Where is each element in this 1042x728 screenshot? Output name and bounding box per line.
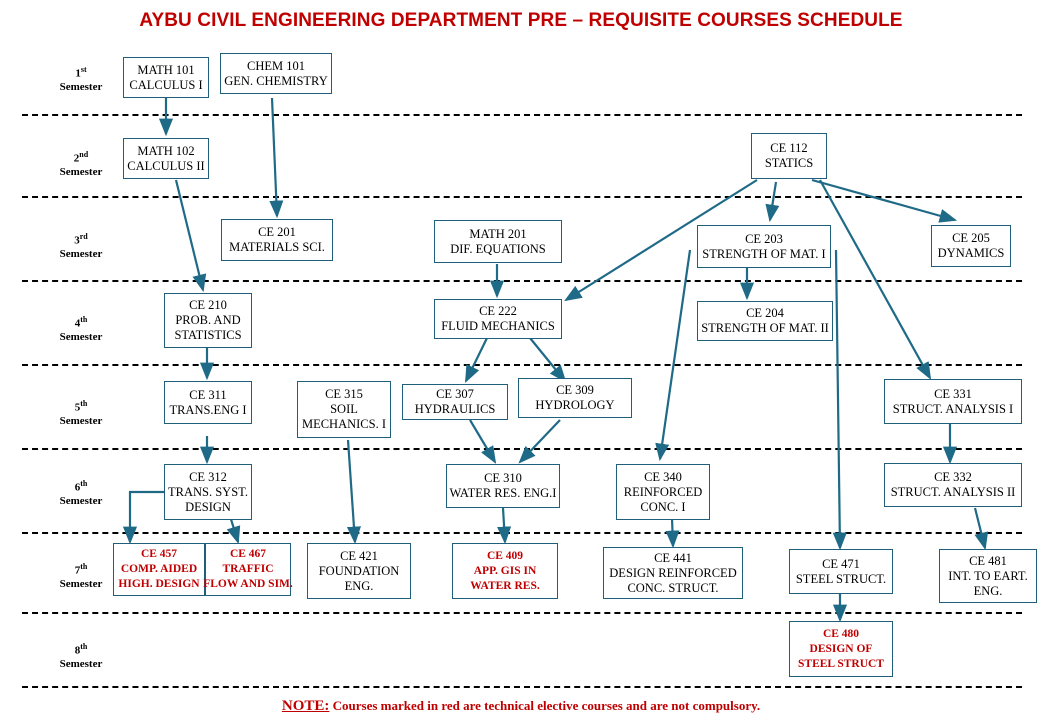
semester-ordinal: 4: [74, 317, 81, 330]
course-line: CE 309: [556, 383, 594, 397]
divider-4: [22, 364, 1022, 366]
semester-word: Semester: [59, 80, 103, 93]
course-line: DESIGN: [185, 499, 231, 514]
course-line: MATH 101: [137, 62, 195, 77]
semester-word: Semester: [59, 247, 103, 260]
semester-label-8: [50, 640, 112, 671]
course-line: CALCULUS II: [127, 158, 205, 173]
course-box-chem-101[interactable]: [220, 53, 332, 94]
course-line: MATH 102: [137, 143, 195, 158]
note-keyword: NOTE:: [281, 698, 330, 714]
course-line: CE 331: [934, 386, 972, 401]
course-box-math-101[interactable]: [123, 57, 209, 98]
course-line: CE 112: [770, 141, 808, 155]
divider-6: [22, 532, 1022, 534]
semester-label-4: [50, 313, 112, 344]
course-box-ce-307[interactable]: [402, 384, 508, 420]
course-line: FLUID MECHANICS: [441, 319, 555, 333]
course-line: DIF. EQUATIONS: [450, 241, 546, 256]
semester-ordinal: 3: [74, 234, 80, 247]
semester-suffix: rd: [79, 232, 88, 241]
course-box-ce-332[interactable]: [884, 463, 1022, 507]
course-line: DESIGN REINFORCED: [609, 565, 737, 580]
course-box-ce-457[interactable]: [113, 543, 205, 596]
semester-suffix: th: [80, 562, 88, 571]
course-box-ce-471[interactable]: [789, 549, 893, 594]
course-line: CE 222: [479, 304, 517, 318]
divider-5: [22, 448, 1022, 450]
course-box-ce-112[interactable]: [751, 133, 827, 179]
course-line: PROB. AND: [175, 313, 241, 327]
course-line: GEN. CHEMISTRY: [224, 73, 328, 88]
course-line: CE 332: [934, 470, 972, 484]
footer-note: [0, 698, 1042, 715]
semester-word: Semester: [59, 414, 103, 427]
course-line: CONC. STRUCT.: [627, 580, 719, 595]
course-line: WATER RES. ENG.I: [449, 486, 557, 500]
divider-8: [22, 686, 1022, 688]
course-line: INT. TO EART.: [948, 568, 1028, 583]
course-box-ce-340[interactable]: [616, 464, 710, 520]
course-box-ce-210[interactable]: [164, 293, 252, 348]
course-line: CE 210: [189, 298, 227, 312]
course-line: CE 312: [189, 469, 227, 484]
course-line: CE 310: [484, 471, 522, 485]
semester-suffix: th: [80, 642, 88, 651]
course-line: TRANS. SYST.: [168, 484, 248, 499]
semester-suffix: st: [80, 65, 87, 74]
course-line: CE 480: [822, 627, 860, 640]
semester-word: Semester: [59, 577, 103, 590]
course-line: MATERIALS SCI.: [229, 240, 325, 254]
semester-ordinal: 1: [75, 67, 81, 80]
semester-label-5: [50, 397, 112, 428]
semester-label-2: [50, 148, 112, 179]
course-line: CE 441: [654, 550, 692, 565]
course-box-ce-467[interactable]: [205, 543, 291, 596]
course-box-ce-309[interactable]: [518, 378, 632, 418]
course-box-ce-409[interactable]: [452, 543, 558, 599]
semester-label-6: [50, 477, 112, 508]
course-line: COMP. AIDED: [120, 563, 198, 575]
course-line: HIGH. DESIGN: [118, 578, 200, 590]
course-line: HYDRAULICS: [414, 402, 496, 416]
course-line: MATH 201: [469, 226, 527, 241]
semester-suffix: th: [80, 399, 88, 408]
course-line: ENG.: [973, 583, 1003, 598]
course-line: STRUCT. ANALYSIS II: [890, 485, 1016, 499]
course-line: CALCULUS I: [129, 77, 203, 92]
course-line: FOUNDATION: [318, 563, 400, 578]
course-line: STATISTICS: [174, 328, 242, 342]
course-line: CE 467: [229, 548, 267, 560]
course-box-ce-481[interactable]: [939, 549, 1037, 603]
semester-word: Semester: [59, 657, 103, 670]
course-box-ce-441[interactable]: [603, 547, 743, 599]
course-line: CE 457: [140, 548, 178, 560]
course-line: FLOW AND SIM.: [203, 578, 293, 590]
semester-ordinal: 7: [74, 564, 81, 577]
divider-2: [22, 196, 1022, 198]
course-box-ce-421[interactable]: [307, 543, 411, 599]
course-line: STEEL STRUCT.: [795, 571, 887, 586]
course-line: SOIL: [330, 402, 358, 416]
course-line: STATICS: [764, 156, 814, 170]
course-box-ce-315[interactable]: [297, 381, 391, 438]
course-line: CE 201: [258, 225, 296, 239]
course-box-ce-310[interactable]: [446, 464, 560, 508]
course-line: CE 471: [822, 556, 860, 571]
course-box-ce-205[interactable]: [931, 225, 1011, 267]
course-line: WATER RES.: [470, 579, 540, 592]
course-line: TRANS.ENG I: [169, 402, 247, 417]
course-line: ENG.: [344, 578, 374, 593]
course-box-ce-222[interactable]: [434, 299, 562, 339]
course-line: CE 481: [969, 553, 1007, 568]
semester-ordinal: 5: [74, 401, 81, 414]
course-line: CE 421: [340, 548, 378, 563]
course-line: CE 311: [189, 387, 227, 402]
semester-suffix: th: [80, 479, 88, 488]
course-box-ce-203[interactable]: [697, 225, 831, 268]
course-line: STRUCT. ANALYSIS I: [892, 401, 1014, 416]
semester-word: Semester: [59, 330, 103, 343]
semester-word: Semester: [59, 165, 103, 178]
course-line: DESIGN OF: [809, 642, 873, 655]
course-line: CE 409: [486, 549, 524, 562]
course-line: CONC. I: [640, 499, 686, 514]
course-line: APP. GIS IN: [473, 564, 537, 577]
course-line: STEEL STRUCT: [798, 657, 884, 670]
course-line: MECHANICS. I: [301, 417, 387, 431]
course-line: DYNAMICS: [937, 246, 1005, 260]
course-box-ce-480[interactable]: [789, 621, 893, 677]
course-line: STRENGTH OF MAT. I: [702, 246, 826, 261]
page-title: AYBU CIVIL ENGINEERING DEPARTMENT PRE – REQUISITE COURSES SCHEDULE: [139, 10, 903, 31]
semester-suffix: nd: [79, 150, 89, 159]
course-box-ce-312[interactable]: [164, 464, 252, 520]
course-line: CE 203: [745, 231, 783, 246]
course-line: CE 205: [952, 231, 990, 245]
semester-label-1: [50, 63, 112, 94]
course-box-ce-331[interactable]: [884, 379, 1022, 424]
semester-ordinal: 6: [74, 481, 81, 494]
course-line: TRAFFIC: [222, 563, 274, 575]
course-line: REINFORCED: [623, 484, 703, 499]
course-box-math-102[interactable]: [123, 138, 209, 179]
course-line: HYDROLOGY: [535, 398, 615, 412]
course-line: CE 315: [325, 387, 363, 401]
course-box-ce-201[interactable]: [221, 219, 333, 261]
course-line: CE 204: [746, 306, 784, 320]
semester-suffix: th: [80, 315, 88, 324]
divider-3: [22, 280, 1022, 282]
semester-word: Semester: [59, 494, 103, 507]
divider-1: [22, 114, 1022, 116]
semester-label-7: [50, 560, 112, 591]
course-line: CE 307: [436, 387, 474, 401]
course-line: CHEM 101: [247, 58, 305, 73]
course-line: STRENGTH OF MAT. II: [701, 321, 829, 335]
course-box-ce-204[interactable]: [697, 301, 833, 341]
semester-label-3: [50, 230, 112, 261]
course-box-ce-311[interactable]: [164, 381, 252, 424]
divider-7: [22, 612, 1022, 614]
note-text: Courses marked in red are technical elective courses and are not compulsory.: [329, 698, 761, 713]
semester-ordinal: 8: [74, 644, 81, 657]
course-box-math-201[interactable]: [434, 220, 562, 263]
semester-ordinal: 2: [73, 152, 80, 165]
course-line: CE 340: [644, 469, 682, 484]
